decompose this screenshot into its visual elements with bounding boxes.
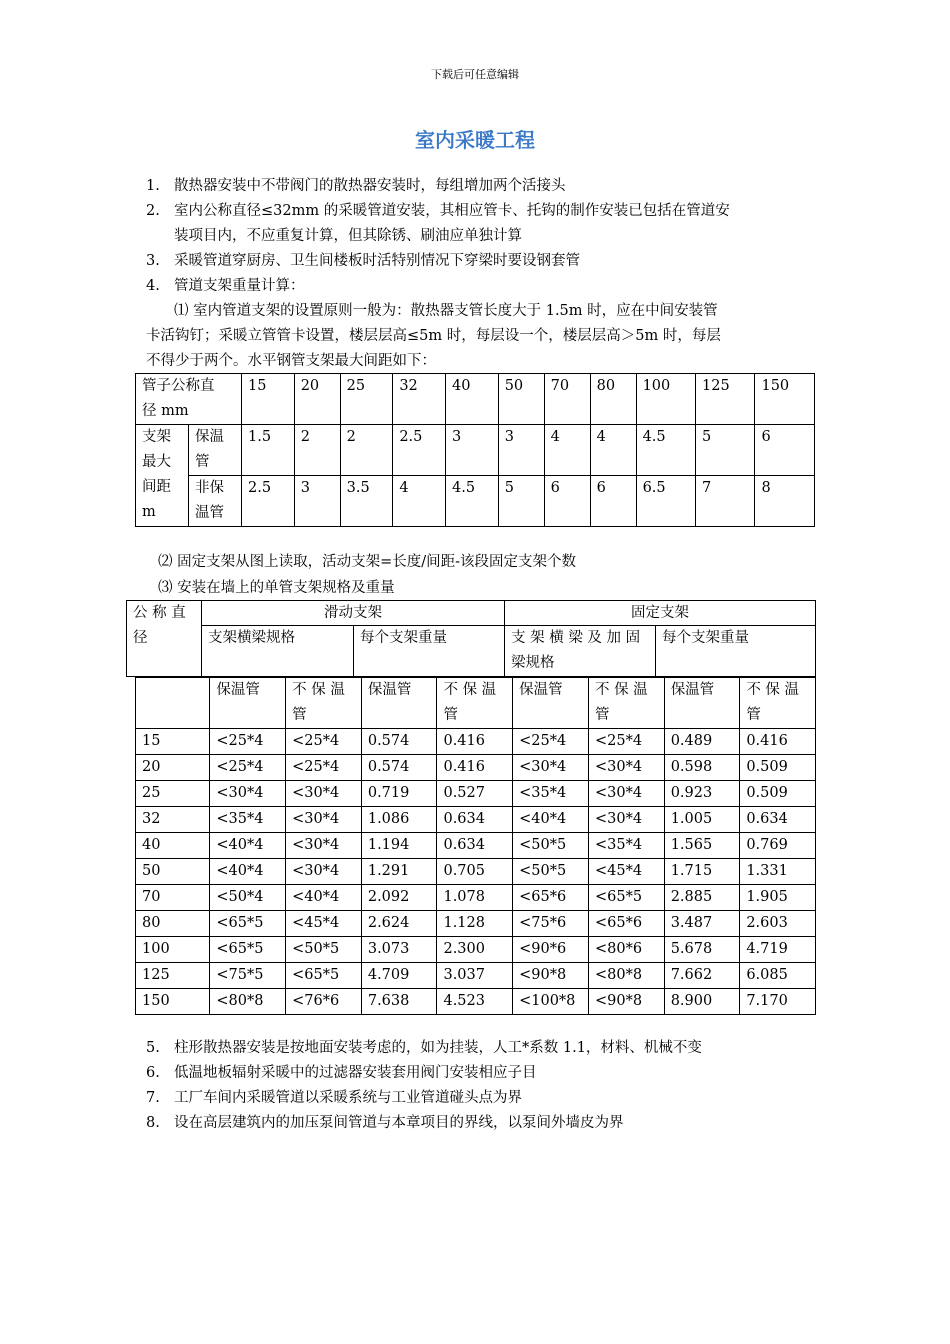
bracket-weight-table xyxy=(135,677,816,1015)
uninsulated-value: 6 xyxy=(590,476,636,527)
table-cell: <30*4 xyxy=(210,781,286,807)
table-cell: 5.678 xyxy=(664,937,740,963)
size-cell: 125 xyxy=(696,374,755,425)
table-cell: 0.527 xyxy=(437,781,513,807)
table-cell: 0.509 xyxy=(740,755,816,781)
bracket-table-body xyxy=(136,729,816,1015)
insulated-value: 1.5 xyxy=(242,425,295,476)
sliding-spec-cell: 支架横梁规格 xyxy=(201,625,354,677)
table-cell: <30*4 xyxy=(286,833,362,859)
table-cell: 0.416 xyxy=(437,755,513,781)
dn-header-cell: 公 称 直 径 xyxy=(126,600,202,677)
table-cell: <65*5 xyxy=(210,911,286,937)
table-cell: 32 xyxy=(136,807,210,833)
table-cell: 4.709 xyxy=(361,963,437,989)
table-cell: <40*4 xyxy=(210,833,286,859)
table-cell: <65*6 xyxy=(513,885,589,911)
table-cell: 1.905 xyxy=(740,885,816,911)
table-cell: 1.565 xyxy=(664,833,740,859)
insulated-value: 2 xyxy=(294,425,340,476)
table-cell: <30*4 xyxy=(588,807,664,833)
table-cell: 4.719 xyxy=(740,937,816,963)
size-header-cell: 管子公称直 径 mm xyxy=(136,374,242,425)
table-cell: <30*4 xyxy=(286,807,362,833)
table-cell: <25*4 xyxy=(210,729,286,755)
para1-line3: 不得少于两个。水平钢管支架最大间距如下： xyxy=(146,353,436,369)
table-cell: <30*4 xyxy=(286,781,362,807)
table-cell: 0.574 xyxy=(361,755,437,781)
para3: ⑶ 安装在墙上的单管支架规格及重量 xyxy=(158,580,395,596)
insulated-value: 2 xyxy=(340,425,393,476)
size-cell: 40 xyxy=(446,374,499,425)
insulated-value: 4.5 xyxy=(636,425,695,476)
table-cell: <75*6 xyxy=(513,911,589,937)
col-nins: 不 保 温 管 xyxy=(437,678,513,729)
table-cell: 1.291 xyxy=(361,859,437,885)
table-cell: <65*6 xyxy=(588,911,664,937)
para1-line1: ⑴ 室内管道支架的设置原则一般为：散热器支管长度大于 1.5m 时，应在中间安装管 xyxy=(174,303,718,319)
table-cell: 2.603 xyxy=(740,911,816,937)
table-cell: 1.194 xyxy=(361,833,437,859)
table-cell: 0.509 xyxy=(740,781,816,807)
table-cell: 0.416 xyxy=(437,729,513,755)
table-cell: 6.085 xyxy=(740,963,816,989)
table-cell: <50*5 xyxy=(513,859,589,885)
table-cell: <90*6 xyxy=(513,937,589,963)
item-5-text: 柱形散热器安装是按地面安装考虑的，如为挂装，人工*系数 1.1，材料、机械不变 xyxy=(174,1040,702,1056)
table-cell: 80 xyxy=(136,911,210,937)
table-cell: <25*4 xyxy=(588,729,664,755)
uninsulated-value: 3.5 xyxy=(340,476,393,527)
page-title: 室内采暖工程 xyxy=(415,128,535,152)
item-6-text: 低温地板辐射采暖中的过滤器安装套用阀门安装相应子目 xyxy=(174,1065,537,1081)
table-cell: 0.634 xyxy=(740,807,816,833)
table-cell: 4.523 xyxy=(437,989,513,1015)
table-cell: <25*4 xyxy=(286,729,362,755)
item-1-text: 散热器安装中不带阀门的散热器安装时，每组增加两个活接头 xyxy=(174,178,566,194)
table-cell: 2.092 xyxy=(361,885,437,911)
item-2-number: 2. xyxy=(146,203,160,219)
uninsulated-value: 7 xyxy=(696,476,755,527)
table-cell: 0.416 xyxy=(740,729,816,755)
col-ins: 保温管 xyxy=(210,678,286,729)
table-cell: <45*4 xyxy=(286,911,362,937)
table-cell: <65*5 xyxy=(210,937,286,963)
uninsulated-value: 8 xyxy=(755,476,815,527)
table-cell: 0.634 xyxy=(437,833,513,859)
table-cell: <30*4 xyxy=(286,859,362,885)
item-6-number: 6. xyxy=(146,1065,160,1081)
table-cell: <30*4 xyxy=(588,781,664,807)
table-cell: <50*4 xyxy=(210,885,286,911)
item-7-number: 7. xyxy=(146,1090,160,1106)
table-cell: 25 xyxy=(136,781,210,807)
para2: ⑵ 固定支架从图上读取，活动支架=长度/间距-该段固定支架个数 xyxy=(158,554,577,570)
table-cell: 3.487 xyxy=(664,911,740,937)
table-cell: 8.900 xyxy=(664,989,740,1015)
table-row xyxy=(136,755,816,781)
table-cell: 0.705 xyxy=(437,859,513,885)
table-cell: <80*8 xyxy=(210,989,286,1015)
item-2-text-cont: 装项目内，不应重复计算，但其除锈、刷油应单独计算 xyxy=(174,228,522,244)
table-cell: <65*5 xyxy=(588,885,664,911)
table-row xyxy=(136,729,816,755)
insulated-value: 6 xyxy=(755,425,815,476)
table-cell: 0.719 xyxy=(361,781,437,807)
table-cell: 0.923 xyxy=(664,781,740,807)
table-cell: 2.624 xyxy=(361,911,437,937)
page-header: 下载后可任意编辑 xyxy=(431,68,519,81)
table-row xyxy=(136,989,816,1015)
table-cell: 0.769 xyxy=(740,833,816,859)
size-cell: 20 xyxy=(294,374,340,425)
table-cell: 0.598 xyxy=(664,755,740,781)
size-cell: 150 xyxy=(755,374,815,425)
uninsulated-value: 6 xyxy=(544,476,590,527)
table-cell: 2.885 xyxy=(664,885,740,911)
uninsulated-value: 4.5 xyxy=(446,476,499,527)
insulated-value: 3 xyxy=(446,425,499,476)
size-cell: 25 xyxy=(340,374,393,425)
spacing-group-cell: 支架 最大 间距 m xyxy=(136,425,189,527)
size-cell: 70 xyxy=(544,374,590,425)
table-cell: 1.005 xyxy=(664,807,740,833)
table-cell: 0.574 xyxy=(361,729,437,755)
insulated-value: 5 xyxy=(696,425,755,476)
table-row xyxy=(136,859,816,885)
uninsulated-value: 5 xyxy=(498,476,544,527)
col-nins: 不 保 温 管 xyxy=(740,678,816,729)
table-cell: <30*4 xyxy=(588,755,664,781)
table-cell: 3.073 xyxy=(361,937,437,963)
table-row xyxy=(136,807,816,833)
col-ins: 保温管 xyxy=(361,678,437,729)
size-cell: 100 xyxy=(636,374,695,425)
table-cell: 3.037 xyxy=(437,963,513,989)
insulated-value: 2.5 xyxy=(393,425,446,476)
insulated-label-cell: 保温 管 xyxy=(189,425,242,476)
item-5-number: 5. xyxy=(146,1040,160,1056)
table-cell: <75*5 xyxy=(210,963,286,989)
blank-cell xyxy=(136,678,210,729)
uninsulated-value: 4 xyxy=(393,476,446,527)
table-cell: <25*4 xyxy=(286,755,362,781)
table-cell: 1.715 xyxy=(664,859,740,885)
size-cell: 32 xyxy=(393,374,446,425)
item-2-text: 室内公称直径≤32mm 的采暖管道安装，其相应管卡、托钩的制作安装已包括在管道安 xyxy=(174,203,730,219)
table-cell: <80*6 xyxy=(588,937,664,963)
sliding-header-cell: 滑动支架 xyxy=(201,600,505,626)
table-cell: <90*8 xyxy=(513,963,589,989)
col-nins: 不 保 温 管 xyxy=(286,678,362,729)
table-cell: <100*8 xyxy=(513,989,589,1015)
insulated-value: 4 xyxy=(590,425,636,476)
item-4-number: 4. xyxy=(146,278,160,294)
size-cell: 80 xyxy=(590,374,636,425)
insulated-value: 3 xyxy=(498,425,544,476)
table-cell: 1.078 xyxy=(437,885,513,911)
item-1-number: 1. xyxy=(146,178,160,194)
size-cell: 50 xyxy=(498,374,544,425)
col-ins: 保温管 xyxy=(664,678,740,729)
table-row xyxy=(136,885,816,911)
fixed-header-cell: 固定支架 xyxy=(504,600,816,626)
fixed-spec-cell: 支 架 横 梁 及 加 固 梁规格 xyxy=(504,625,656,677)
table-cell: <50*5 xyxy=(286,937,362,963)
table-cell: <30*4 xyxy=(513,755,589,781)
item-4-text: 管道支架重量计算： xyxy=(174,278,305,294)
table-cell: 0.489 xyxy=(664,729,740,755)
table-cell: <50*5 xyxy=(513,833,589,859)
table-cell: 40 xyxy=(136,833,210,859)
item-3-number: 3. xyxy=(146,253,160,269)
table-row xyxy=(136,911,816,937)
uninsulated-label-cell: 非保 温管 xyxy=(189,476,242,527)
table-row xyxy=(136,963,816,989)
table-cell: <40*4 xyxy=(286,885,362,911)
support-spacing-table xyxy=(135,373,815,527)
table-cell: 70 xyxy=(136,885,210,911)
table-cell: 0.634 xyxy=(437,807,513,833)
item-3-text: 采暖管道穿厨房、卫生间楼板时活特别情况下穿梁时要设钢套管 xyxy=(174,253,580,269)
table-cell: 100 xyxy=(136,937,210,963)
uninsulated-value: 6.5 xyxy=(636,476,695,527)
table-cell: <35*4 xyxy=(210,807,286,833)
table-cell: 2.300 xyxy=(437,937,513,963)
table-cell: 7.170 xyxy=(740,989,816,1015)
fixed-weight-cell: 每个支架重量 xyxy=(655,625,816,677)
table-cell: 1.128 xyxy=(437,911,513,937)
table-cell: 15 xyxy=(136,729,210,755)
col-ins: 保温管 xyxy=(513,678,589,729)
uninsulated-value: 3 xyxy=(294,476,340,527)
table-cell: <90*8 xyxy=(588,989,664,1015)
insulated-value: 4 xyxy=(544,425,590,476)
table-cell: 1.331 xyxy=(740,859,816,885)
uninsulated-value: 2.5 xyxy=(242,476,295,527)
item-7-text: 工厂车间内采暖管道以采暖系统与工业管道碰头点为界 xyxy=(174,1090,522,1106)
table-cell: 7.638 xyxy=(361,989,437,1015)
item-8-text: 设在高层建筑内的加压泵间管道与本章项目的界线，以泵间外墙皮为界 xyxy=(174,1115,624,1131)
table-cell: 20 xyxy=(136,755,210,781)
table-cell: <25*4 xyxy=(210,755,286,781)
table-cell: <40*4 xyxy=(513,807,589,833)
table-cell: 1.086 xyxy=(361,807,437,833)
table-cell: 50 xyxy=(136,859,210,885)
col-nins: 不 保 温 管 xyxy=(588,678,664,729)
table-cell: <65*5 xyxy=(286,963,362,989)
table-row xyxy=(136,781,816,807)
table-cell: <25*4 xyxy=(513,729,589,755)
table-cell: 150 xyxy=(136,989,210,1015)
table-row xyxy=(136,937,816,963)
size-cell: 15 xyxy=(242,374,295,425)
table-row xyxy=(136,833,816,859)
table-cell: <40*4 xyxy=(210,859,286,885)
table-cell: <35*4 xyxy=(588,833,664,859)
bracket-table-header xyxy=(126,600,816,677)
item-8-number: 8. xyxy=(146,1115,160,1131)
table-cell: <80*8 xyxy=(588,963,664,989)
table-cell: 7.662 xyxy=(664,963,740,989)
table-cell: 125 xyxy=(136,963,210,989)
table-cell: <35*4 xyxy=(513,781,589,807)
table-cell: <76*6 xyxy=(286,989,362,1015)
para1-line2: 卡活钩钉；采暖立管管卡设置，楼层层高≤5m 时，每层设一个，楼层层高＞5m 时，每层 xyxy=(146,328,721,344)
table-cell: <45*4 xyxy=(588,859,664,885)
sliding-weight-cell: 每个支架重量 xyxy=(353,625,505,677)
